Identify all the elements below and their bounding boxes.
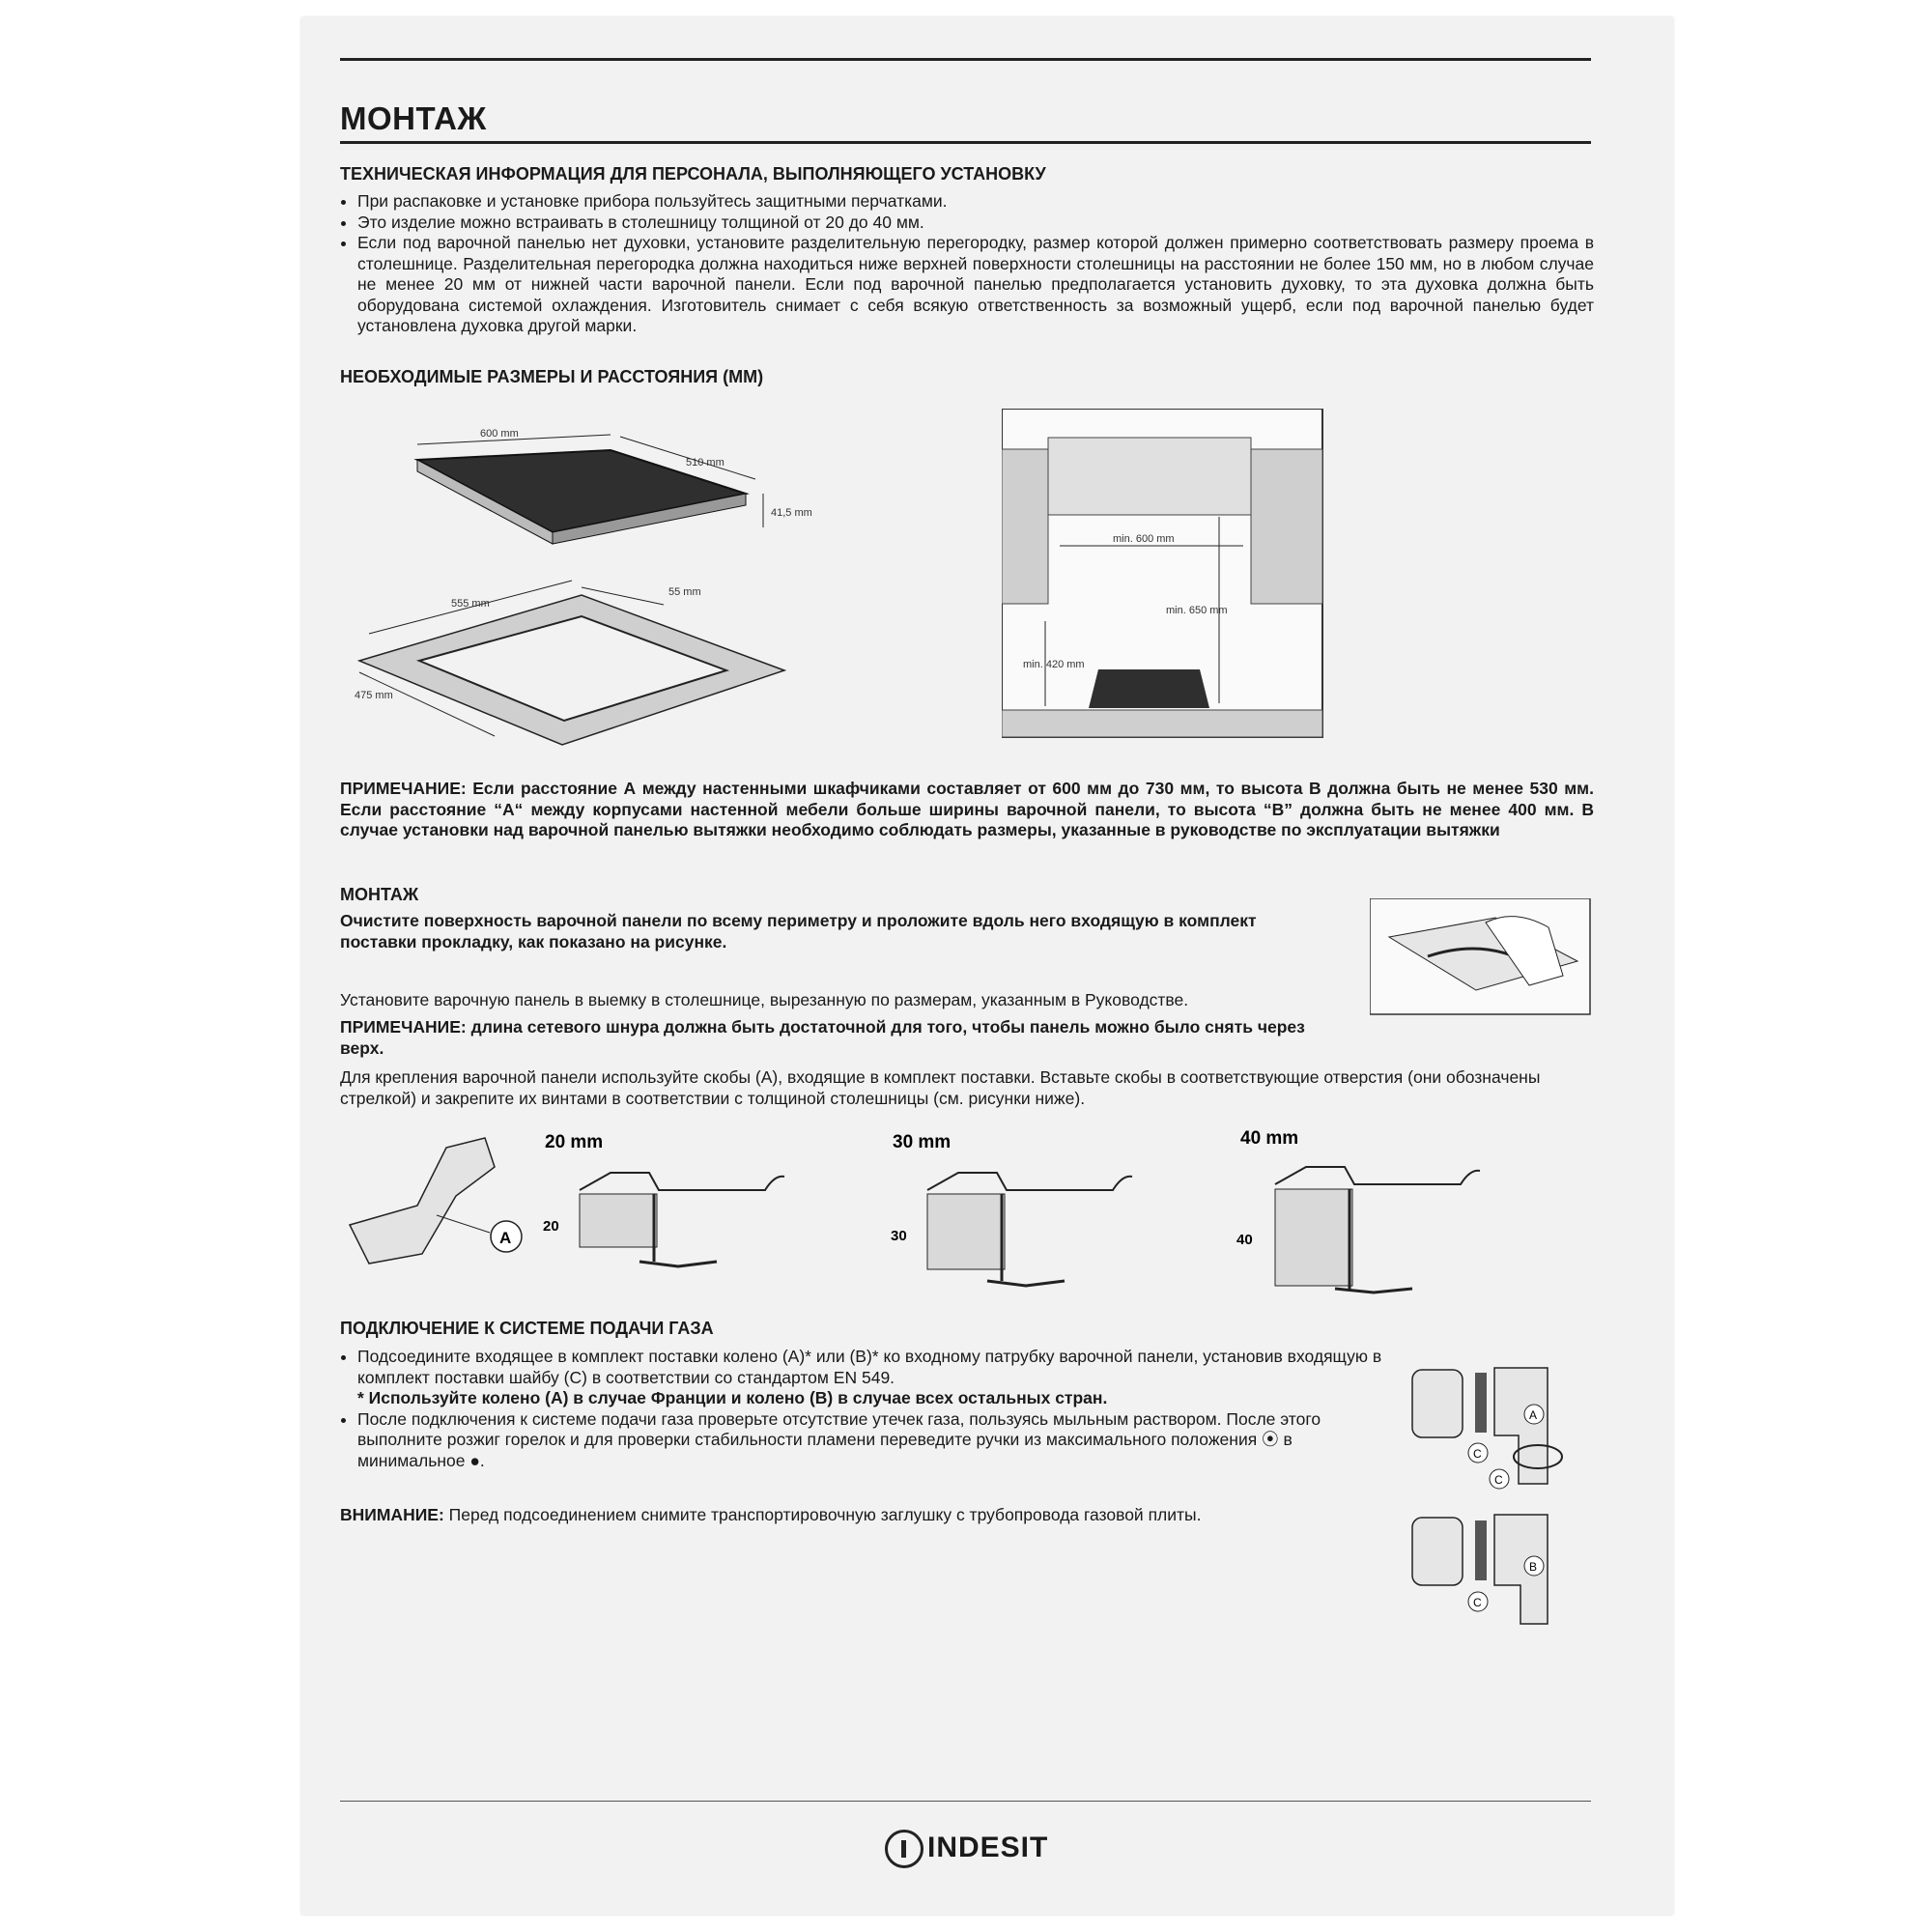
gas-item-2-mid: в минимальное bbox=[357, 1430, 1293, 1470]
dims-heading: НЕОБХОДИМЫЕ РАЗМЕРЫ И РАССТОЯНИЯ (ММ) bbox=[340, 367, 764, 386]
gas-heading: ПОДКЛЮЧЕНИЕ К СИСТЕМЕ ПОДАЧИ ГАЗА bbox=[340, 1319, 714, 1338]
elbow-a-label: A bbox=[1529, 1408, 1538, 1422]
hob-dimension-drawing bbox=[340, 402, 842, 769]
cabinet-c-label: min. 420 mm bbox=[1023, 659, 1085, 670]
bracket-leader bbox=[437, 1215, 490, 1233]
thickness-30-value: 30 bbox=[891, 1228, 907, 1244]
thickness-40-drawing bbox=[1229, 1126, 1557, 1300]
worktop-40 bbox=[1275, 1189, 1352, 1286]
washer-top bbox=[1475, 1373, 1487, 1433]
mount-p2: Установите варочную панель в выемку в столешнице, вырезанную по размерам, указанным в Руководстве. bbox=[340, 990, 1189, 1009]
gas-warning-label: ВНИМАНИЕ: bbox=[340, 1505, 444, 1524]
gas-warning bbox=[340, 1505, 1383, 1526]
inlet-nut-top bbox=[1412, 1370, 1463, 1437]
gas-item-1-note: * Используйте колено (A) в случае Франции и колено (B) в случае всех остальных стран. bbox=[357, 1388, 1108, 1407]
washer-c-label-mid: C bbox=[1494, 1473, 1503, 1487]
max-position-icon: ⦿ bbox=[1262, 1430, 1279, 1449]
footer-brand: INDESIT bbox=[927, 1832, 1049, 1863]
hob-edge-30 bbox=[927, 1173, 1132, 1190]
hob-edge-40 bbox=[1275, 1167, 1480, 1184]
worktop-30 bbox=[927, 1194, 1005, 1269]
mount-p1: Очистите поверхность варочной панели по всему периметру и проложите вдоль него входящую в комплект поставки прокладку, как показано на рисунке. bbox=[340, 911, 1257, 952]
gas-item-2-text: После подключения к системе подачи газа проверьте отсутствие утечек газа, пользуясь мыльным раствором. После этого выполните розжиг горелок и для проверки стабильности пламени переведите ручки из максимального положения bbox=[357, 1408, 1321, 1449]
page-title: МОНТАЖ bbox=[340, 100, 487, 136]
elbow-b-label: B bbox=[1529, 1560, 1538, 1574]
cabinet-clearance-drawing bbox=[1002, 409, 1330, 747]
tech-item-1: • При распаковке и установке прибора пользуйтесь защитными перчатками. bbox=[357, 191, 1594, 213]
cutout-margin-label: 55 mm bbox=[668, 586, 701, 598]
washer-c-label-top: C bbox=[1473, 1447, 1482, 1461]
mount-heading: МОНТАЖ bbox=[340, 885, 419, 904]
cutout-width-label: 555 mm bbox=[451, 598, 490, 610]
mount-p3: ПРИМЕЧАНИЕ: длина сетевого шнура должна быть достаточной для того, чтобы панель можно было снять через верх. bbox=[340, 1017, 1305, 1058]
hob-edge-20 bbox=[580, 1173, 784, 1190]
thickness-40-title: 40 mm bbox=[1240, 1128, 1299, 1149]
title-rule bbox=[340, 141, 1591, 144]
gas-item-1-text: Подсоедините входящее в комплект поставки колено (A)* или (B)* ко входному патрубку варочной панели, установив входящую в комплект поставки шайбу (C) в соответствии со стандартом EN 549. bbox=[357, 1347, 1382, 1387]
thickness-30-drawing bbox=[881, 1126, 1209, 1300]
worktop-20 bbox=[580, 1194, 657, 1247]
washer-bottom bbox=[1475, 1520, 1487, 1580]
manual-page bbox=[301, 17, 1673, 1915]
floor-worktop bbox=[1002, 710, 1322, 737]
min-position-icon: ● bbox=[469, 1450, 480, 1470]
bracket-30 bbox=[987, 1281, 1065, 1286]
cooktop-symbol bbox=[1089, 669, 1209, 708]
gas-list bbox=[340, 1347, 1383, 1471]
bracket-20 bbox=[639, 1262, 717, 1266]
thickness-20-title: 20 mm bbox=[545, 1132, 604, 1152]
bracket-shape bbox=[350, 1138, 495, 1264]
gas-elbow-drawing bbox=[1403, 1349, 1596, 1629]
washer-c-label-bottom: C bbox=[1473, 1596, 1482, 1609]
elbow-a bbox=[1494, 1368, 1548, 1484]
note-cabinets: ПРИМЕЧАНИЕ: Если расстояние А между настенными шкафчиками составляет от 600 мм до 730 мм, то высота B должна быть не менее 530 мм. Если расстояние “А“ между корпусами настенной мебели больше ширины варочной панели, то высота “В” должна быть не менее 400 мм. В случае установки над варочной панелью вытяжки необходимо соблюдать размеры, указанные в руководстве по эксплуатации вытяжки bbox=[340, 779, 1594, 839]
inlet-nut-bottom bbox=[1412, 1518, 1463, 1585]
hob-depth-label: 510 mm bbox=[686, 457, 724, 469]
bracket-40 bbox=[1335, 1289, 1412, 1293]
hood bbox=[1048, 438, 1251, 515]
bracket-label: A bbox=[499, 1229, 512, 1247]
thickness-drawings bbox=[533, 1126, 1596, 1300]
gas-item-2-end: . bbox=[479, 1450, 485, 1470]
tech-heading: ТЕХНИЧЕСКАЯ ИНФОРМАЦИЯ ДЛЯ ПЕРСОНАЛА, ВЫПОЛНЯЮЩЕГО УСТАНОВКУ bbox=[340, 164, 1046, 184]
hob-width-label: 600 mm bbox=[480, 428, 519, 440]
wall-cabinet-right bbox=[1251, 449, 1322, 604]
gas-item-2 bbox=[357, 1409, 1383, 1472]
tech-list bbox=[340, 191, 1594, 337]
wall-cabinet-left bbox=[1002, 449, 1048, 604]
gas-item-1 bbox=[357, 1347, 1383, 1409]
bracket-drawing bbox=[340, 1128, 543, 1273]
thickness-40-value: 40 bbox=[1236, 1232, 1253, 1248]
cabinet-a-label: min. 600 mm bbox=[1113, 533, 1175, 545]
thickness-20-value: 20 bbox=[543, 1218, 559, 1235]
gasket-drawing bbox=[1370, 898, 1592, 1016]
tech-item-2: • Это изделие можно встраивать в столешницу толщиной от 20 до 40 мм. bbox=[357, 213, 1594, 234]
footer-rule bbox=[340, 1801, 1591, 1802]
gas-warning-text: Перед подсоединением снимите транспортировочную заглушку с трубопровода газовой плиты. bbox=[443, 1505, 1202, 1524]
tech-item-3: • Если под варочной панелью нет духовки, установите разделительную перегородку, размер которой должен примерно соответствовать размеру проема в столешнице. Разделительная перегородка должна находиться ниже верхней поверхности столешницы на расстоянии не более 150 мм, но в любом случае не менее 20 мм от нижней части варочной панели. Если под варочной панелью предполагается установить духовку, то эта духовка должна быть оборудована системой охлаждения. Изготовитель снимает с себя всякую ответственность за возможный ущерб, если под варочной панелью будет установлена духовка другой марки. bbox=[357, 233, 1594, 337]
hob-height-label: 41,5 mm bbox=[771, 507, 812, 519]
top-rule bbox=[340, 58, 1591, 61]
indesit-logo-icon bbox=[885, 1830, 923, 1868]
cabinet-b-label: min. 650 mm bbox=[1166, 605, 1228, 616]
thickness-20-drawing bbox=[533, 1126, 862, 1300]
thickness-30-title: 30 mm bbox=[893, 1132, 952, 1152]
mount-p4: Для крепления варочной панели используйте скобы (A), входящие в комплект поставки. Вставьте скобы в соответствующие отверстия (они обозначены стрелкой) и закрепите их винтами в соответствии с толщиной столешницы (см. рисунки ниже). bbox=[340, 1067, 1541, 1108]
cutout-depth-label: 475 mm bbox=[355, 690, 393, 701]
